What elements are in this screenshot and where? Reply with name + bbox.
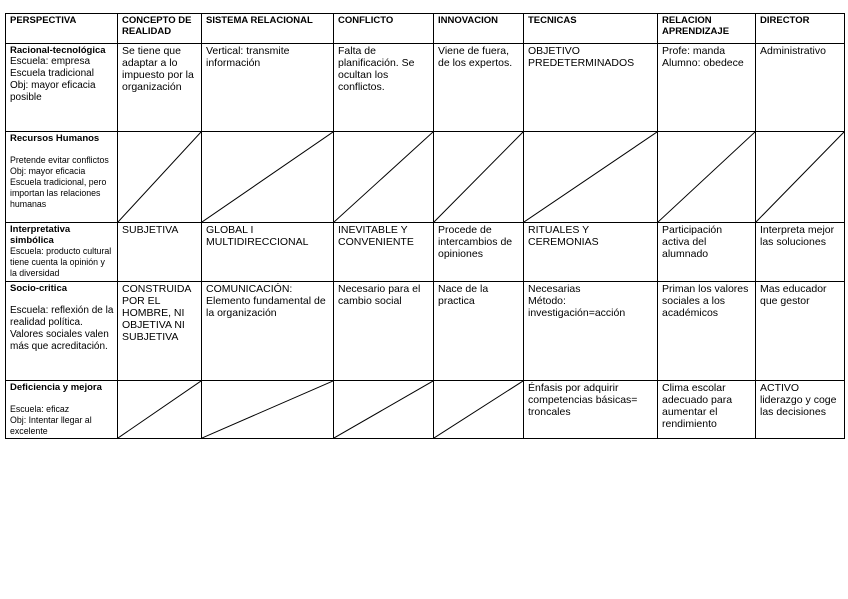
perspective-cell: [6, 132, 118, 223]
perspective-line: Escuela tradicional, pero importan las relaciones humanas: [10, 177, 107, 209]
perspective-cell: [6, 44, 118, 132]
table-cell: Vertical: transmite información: [202, 44, 334, 132]
table-cell: Nace de la practica: [434, 282, 524, 381]
empty-cell-slashed: [756, 132, 845, 223]
table-cell: Énfasis por adquirir competencias básicas= troncales: [524, 381, 658, 439]
table-cell: Administrativo: [756, 44, 845, 132]
table-cell: COMUNICACIÓN: Elemento fundamental de la organización: [202, 282, 334, 381]
header-perspectiva: PERSPECTIVA: [6, 14, 118, 44]
empty-cell-slashed: [118, 132, 202, 223]
table-row: [6, 223, 845, 282]
diagonal-line-icon: [202, 381, 333, 438]
diagonal-line-icon: [334, 381, 433, 438]
perspective-cell: [6, 282, 118, 381]
table-cell: Necesario para el cambio social: [334, 282, 434, 381]
table-cell: SUBJETIVA: [118, 223, 202, 282]
perspective-title: Interpretativa simbólica: [10, 224, 71, 246]
empty-cell-slashed: [434, 132, 524, 223]
table-cell: OBJETIVO PREDETERMINADOS: [524, 44, 658, 132]
perspective-line: Escuela: producto cultural tiene cuenta la opinión y la diversidad: [10, 246, 112, 278]
table-cell: GLOBAL I MULTIDIRECCIONAL: [202, 223, 334, 282]
table-cell: Interpreta mejor las soluciones: [756, 223, 845, 282]
table-cell: CONSTRUIDA POR EL HOMBRE, NI OBJETIVA NI SUBJETIVA: [118, 282, 202, 381]
perspective-line: Escuela: empresa: [10, 56, 91, 67]
diagonal-line-icon: [756, 132, 844, 222]
table-row: [6, 132, 845, 223]
header-row: [6, 14, 845, 44]
table-cell: Mas educador que gestor: [756, 282, 845, 381]
table-cell: Participación activa del alumnado: [658, 223, 756, 282]
table-cell: Necesarias Método: investigación=acción: [524, 282, 658, 381]
table-cell: Falta de planificación. Se ocultan los conflictos.: [334, 44, 434, 132]
header-conflicto: CONFLICTO: [334, 14, 434, 44]
empty-cell-slashed: [658, 132, 756, 223]
table-row: [6, 282, 845, 381]
table-row: [6, 44, 845, 132]
perspective-cell: [6, 381, 118, 439]
empty-cell-slashed: [118, 381, 202, 439]
header-director: DIRECTOR: [756, 14, 845, 44]
perspective-line: Obj: Intentar llegar al excelente: [10, 415, 92, 436]
perspective-line: Escuela: eficaz: [10, 404, 70, 414]
table-cell: INEVITABLE Y CONVENIENTE: [334, 223, 434, 282]
empty-cell-slashed: [334, 381, 434, 439]
header-concepto-realidad: CONCEPTO DE REALIDAD: [118, 14, 202, 44]
empty-cell-slashed: [524, 132, 658, 223]
table-cell: Clima escolar adecuado para aumentar el rendimiento: [658, 381, 756, 439]
diagonal-line-icon: [434, 132, 523, 222]
empty-cell-slashed: [334, 132, 434, 223]
diagonal-line-icon: [118, 132, 201, 222]
header-innovacion: INNOVACION: [434, 14, 524, 44]
header-tecnicas: TECNICAS: [524, 14, 658, 44]
perspective-title: Deficiencia y mejora: [10, 382, 102, 393]
perspective-line: Escuela: reflexión de la realidad política.: [10, 305, 114, 328]
perspective-line: Pretende evitar conflictos: [10, 155, 109, 165]
table-row: [6, 381, 845, 439]
diagonal-line-icon: [434, 381, 523, 438]
table-cell: Profe: manda Alumno: obedece: [658, 44, 756, 132]
header-relacion-aprendizaje: RELACION APRENDIZAJE: [658, 14, 756, 44]
empty-cell-slashed: [434, 381, 524, 439]
perspective-line: Obj: mayor eficacia posible: [10, 80, 96, 103]
perspective-line: Escuela tradicional: [10, 68, 94, 79]
perspective-title: Socio-critica: [10, 283, 68, 294]
empty-cell-slashed: [202, 381, 334, 439]
table-cell: Procede de intercambios de opiniones: [434, 223, 524, 282]
diagonal-line-icon: [334, 132, 433, 222]
header-sistema-relacional: SISTEMA RELACIONAL: [202, 14, 334, 44]
diagonal-line-icon: [524, 132, 657, 222]
table-cell: Priman los valores sociales a los académicos: [658, 282, 756, 381]
perspective-title: Racional-tecnológica: [10, 45, 106, 56]
perspective-cell: [6, 223, 118, 282]
table-cell: ACTIVO liderazgo y coge las decisiones: [756, 381, 845, 439]
table-cell: RITUALES Y CEREMONIAS: [524, 223, 658, 282]
table-cell: Se tiene que adaptar a lo impuesto por la organización: [118, 44, 202, 132]
diagonal-line-icon: [118, 381, 201, 438]
diagonal-line-icon: [658, 132, 755, 222]
perspective-title: Recursos Humanos: [10, 133, 100, 144]
perspective-line: Valores sociales valen más que acreditación.: [10, 329, 109, 352]
table-cell: Viene de fuera, de los expertos.: [434, 44, 524, 132]
perspective-line: Obj: mayor eficacia: [10, 166, 86, 176]
comparison-table: [5, 13, 845, 439]
empty-cell-slashed: [202, 132, 334, 223]
diagonal-line-icon: [202, 132, 333, 222]
